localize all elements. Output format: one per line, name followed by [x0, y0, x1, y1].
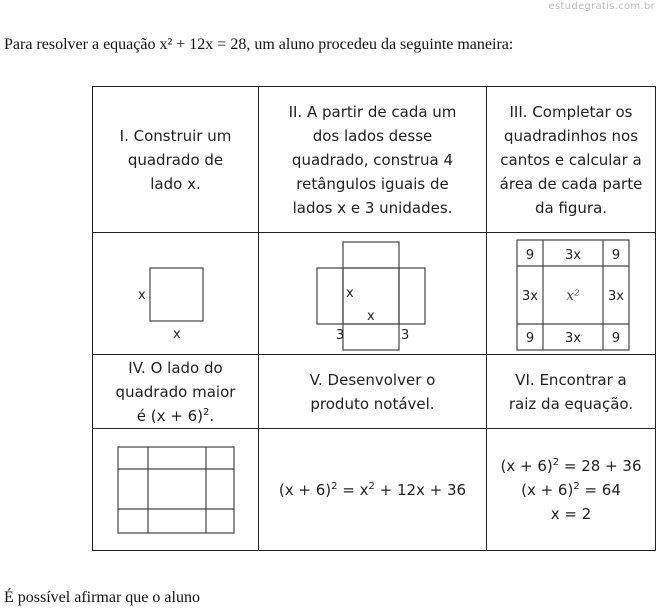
equation-5: $(x + 6)^2 = x^2 + 12x + 36$ — [278, 480, 467, 499]
figure-1-cell — [93, 233, 259, 355]
square-x-figure — [116, 244, 236, 344]
watermark: estudegratis.com.br — [548, 1, 655, 12]
right-rectangle — [399, 268, 425, 324]
label-x-left: x — [137, 287, 146, 303]
step-3-cell — [487, 87, 656, 233]
step-5-cell — [259, 355, 487, 429]
equation-6-cell — [487, 429, 656, 551]
cell-top-right: 9 — [611, 247, 621, 263]
figure-3-cell — [487, 233, 656, 355]
label-x-center: x — [366, 308, 375, 324]
step-2-text: II. A partir de cada um dos lados desse quadrado, construa 4 retângulos iguais de lados x e 3 unidades. — [288, 102, 457, 217]
left-rectangle — [317, 268, 343, 324]
cell-middle-left: 3x — [522, 288, 538, 304]
step-1-text: I. Construir um quadrado de lado x. — [119, 126, 232, 193]
equation-6-line-1: $(x + 6)^2 = 28 + 36$ — [500, 456, 642, 475]
cross-figure — [308, 236, 438, 352]
square-x — [150, 268, 203, 321]
larger-square — [118, 447, 234, 533]
cell-top-left: 9 — [525, 247, 535, 263]
equation-6-line-3: x = 2 — [550, 504, 592, 523]
step-4-cell — [93, 355, 259, 429]
step-4-text: IV. O lado do quadrado maior é $(x + 6)^2$. — [115, 358, 236, 425]
figure-4-cell — [93, 429, 259, 551]
equation-6-line-2: $(x + 6)^2 = 64$ — [521, 480, 621, 499]
intro-text: Para resolver a equação x² + 12x = 28, um aluno procedeu da seguinte maneira: — [4, 36, 514, 53]
label-3-left: 3 — [335, 327, 344, 343]
outro-text: É possível afirmar que o aluno — [4, 589, 200, 606]
step-2-cell — [259, 87, 487, 233]
cell-middle-right: 3x — [608, 288, 624, 304]
cell-top-center: 3x — [565, 247, 581, 263]
cell-center: x² — [566, 287, 580, 304]
steps-table — [92, 86, 656, 551]
cell-bottom-left: 9 — [525, 330, 535, 346]
grid-figure — [114, 445, 238, 535]
label-x-left: x — [345, 285, 354, 301]
step-6-cell — [487, 355, 656, 429]
label-x-bottom: x — [172, 326, 181, 342]
cell-bottom-right: 9 — [611, 330, 621, 346]
bottom-rectangle — [343, 324, 399, 350]
step-6-text: VI. Encontrar a raiz da equação. — [508, 370, 634, 413]
step-3-text: III. Completar os quadradinhos nos cantos e calcular a área de cada parte da figura. — [499, 102, 643, 217]
cell-bottom-center: 3x — [565, 330, 581, 346]
step-5-text: V. Desenvolver o produto notável. — [309, 370, 436, 413]
top-rectangle — [343, 242, 399, 268]
label-3-right: 3 — [400, 327, 409, 343]
completed-square-figure — [511, 236, 631, 352]
figure-2-cell — [259, 233, 487, 355]
equation-5-cell — [259, 429, 487, 551]
step-1-cell — [93, 87, 259, 233]
